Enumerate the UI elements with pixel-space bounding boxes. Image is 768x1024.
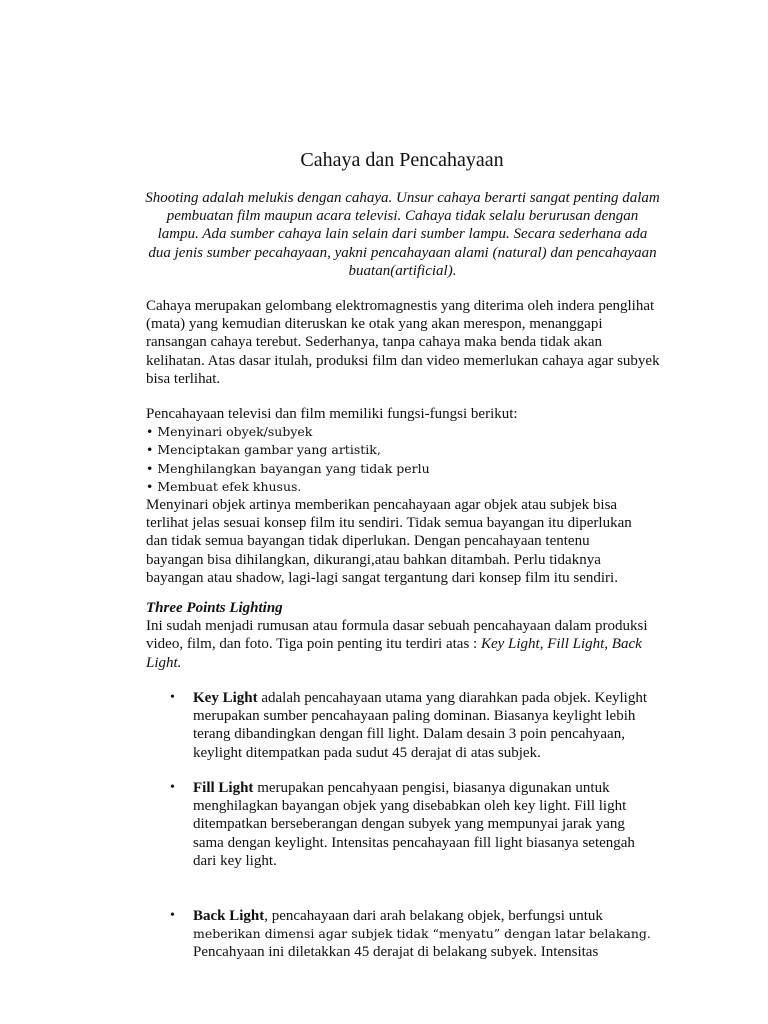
- bullet-dot: •: [170, 780, 175, 795]
- body-paragraph-2-line: dan tidak semua bayangan tidak diperlukan. Dengan pencahayaan tentenu: [146, 533, 590, 550]
- body-paragraph-2-line: terlihat jelas sesuai konsep film itu sendiri. Tidak semua bayangan itu diperlukan: [146, 515, 632, 532]
- document-title: Cahaya dan Pencahayaan: [300, 149, 504, 171]
- list-item-text: [193, 907, 659, 962]
- function-item: • Menyinari obyek/subyek: [146, 424, 313, 440]
- list-item-description: , pencahayaan dari arah belakang objek, berfungsi untuk: [264, 908, 603, 924]
- bullet-dot: •: [170, 690, 175, 705]
- bullet-dot: •: [170, 908, 175, 923]
- list-item-description: meberikan dimensi agar subjek tidak “menyatu” dengan latar belakang.: [193, 926, 651, 942]
- list-item-term: Key Light: [193, 690, 258, 706]
- function-item: • Menghilangkan bayangan yang tidak perlu: [146, 460, 430, 476]
- functions-intro: Pencahayaan televisi dan film memiliki fungsi-fungsi berikut:: [146, 406, 518, 422]
- section-body: Ini sudah menjadi rumusan atau formula dasar sebuah pencahayaan dalam produksi video, film, dan foto. Tiga poin penting itu terdiri atas :: [146, 618, 648, 653]
- list-item-text: [193, 689, 659, 762]
- list-item-text: [193, 779, 659, 870]
- functions-section: [146, 405, 661, 587]
- three-points-section: [146, 599, 661, 672]
- section-terms: Key Light, Fill Light, Back Light.: [146, 636, 642, 671]
- abstract-paragraph: Shooting adalah melukis dengan cahaya. Unsur cahaya berarti sangat penting dalam pembuatan film maupun acara televisi. Cahaya tidak selalu berurusan dengan lampu. Ada sumber cahaya lain selain dari sumber lampu. Secara sederhana ada dua jenis sumber pecahayaan, yakni pencahayaan alami (natural) dan pencahayaan buatan(artificial).: [145, 190, 660, 279]
- list-item-term: Back Light: [193, 908, 265, 924]
- body-paragraph-1: Cahaya merupakan gelombang elektromagnestis yang diterima oleh indera penglihat (mata) yang kemudian diteruskan ke otak yang akan merespon, menanggapi ransangan cahaya terebut. Sederhanya, tanpa cahaya maka benda tidak akan kelihatan. Atas dasar itulah, produksi film dan video memerlukan cahaya agar subyek bisa terlihat.: [146, 298, 660, 387]
- list-item-term: Fill Light: [193, 780, 254, 796]
- function-item: • Membuat efek khusus.: [146, 478, 302, 494]
- list-item-description: Pencahyaan ini diletakkan 45 derajat di belakang subyek. Intensitas: [193, 944, 599, 961]
- list-item-description: merupakan pencahyaan pengisi, biasanya digunakan untuk menghilagkan bayangan objek yang disebabkan oleh key light. Fill light ditempatkan berseberangan dengan subyek yang mempunyai jarak yang sama dengan keylight. Intensitas pencahayaan fill light biasanya setengah dari key light.: [193, 780, 635, 869]
- body-paragraph-2-line: bayangan atau shadow, lagi-lagi sangat tergantung dari konsep film itu sendiri.: [146, 569, 618, 586]
- function-item: • Menciptakan gambar yang artistik,: [146, 442, 381, 458]
- body-paragraph-2-line: Menyinari objek artinya memberikan pencahayaan agar objek atau subjek bisa: [146, 497, 618, 514]
- section-title: Three Points Lighting: [146, 600, 283, 616]
- list-item-description: adalah pencahayaan utama yang diarahkan pada objek. Keylight merupakan sumber pencahayaan paling dominan. Biasanya keylight lebih terang dibandingkan dengan fill light. Dalam desain 3 poin pencahyaan, keylight ditempatkan pada sudut 45 derajat di atas subjek.: [193, 690, 648, 761]
- body-paragraph-2-line: bayangan bisa dihilangkan, dikurangi,atau bahkan ditambah. Perlu tidaknya: [146, 551, 601, 568]
